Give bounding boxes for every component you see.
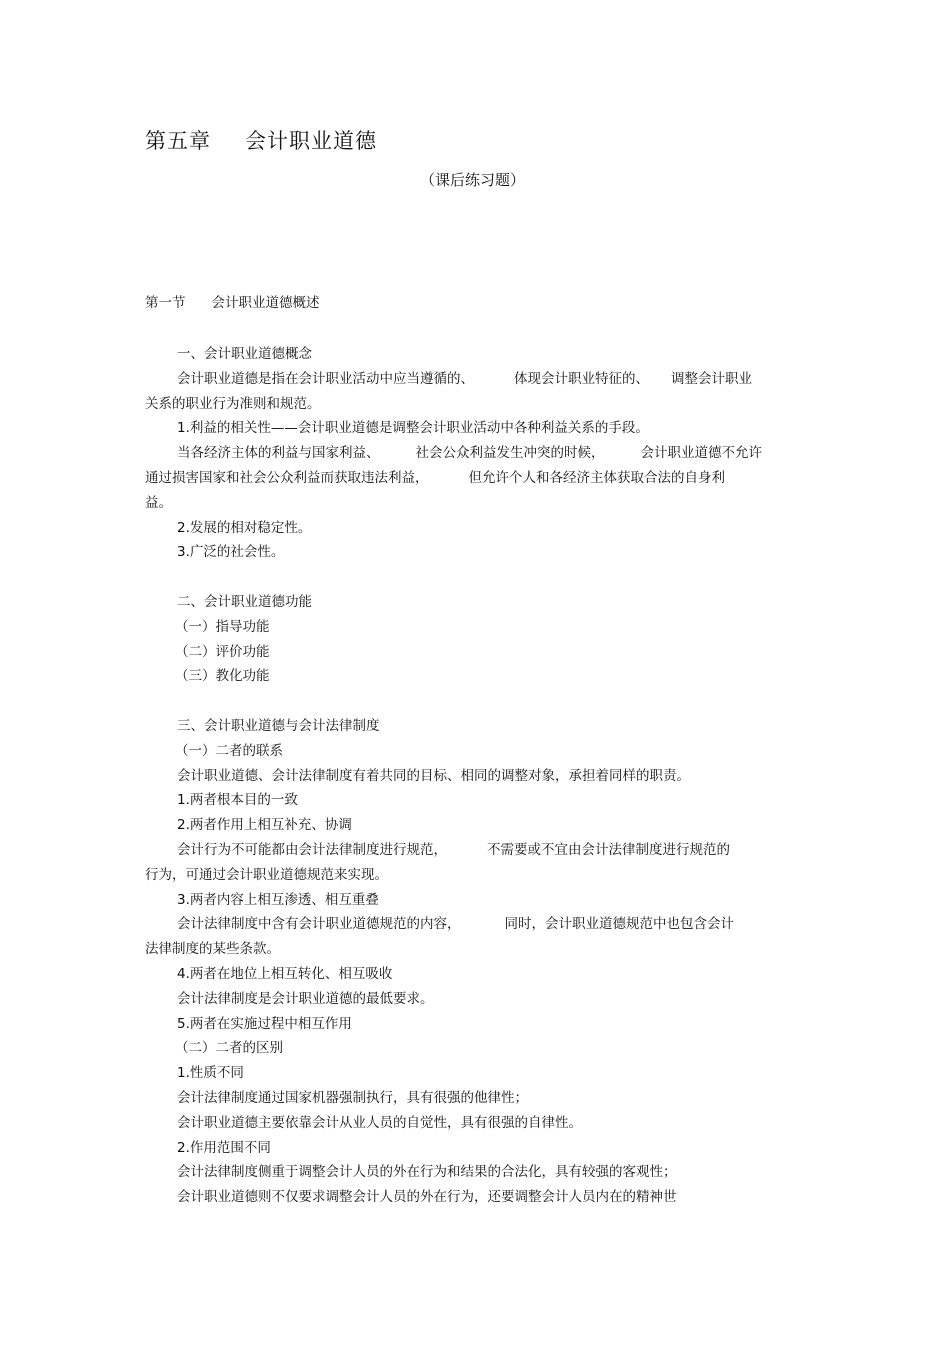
list-item: 5.两者在实施过程中相互作用	[177, 1015, 352, 1032]
document-body	[145, 342, 805, 1210]
list-item: 2.发展的相对稳定性。	[177, 519, 312, 536]
paragraph-line: 会计法律制度是会计职业道德的最低要求。	[177, 990, 434, 1007]
chapter-name: 会计职业道德	[245, 129, 377, 153]
paragraph-line: 关系的职业行为准则和规范。	[145, 395, 321, 412]
paragraph-line: 会计法律制度侧重于调整会计人员的外在行为和结果的合法化，具有较强的客观性；	[177, 1164, 677, 1181]
paragraph-line: 会计法律制度中含有会计职业道德规范的内容， 同时，会计职业道德规范中也包含会计	[177, 916, 734, 933]
paragraph-line: 会计法律制度通过国家机器强制执行，具有很强的他律性；	[177, 1089, 528, 1106]
paragraph-line: 行为，可通过会计职业道德规范来实现。	[145, 866, 388, 883]
paragraph-line: 会计行为不可能都由会计法律制度进行规范， 不需要或不宜由会计法律制度进行规范的	[177, 841, 730, 858]
list-item: 1.利益的相关性——会计职业道德是调整会计职业活动中各种利益关系的手段。	[177, 420, 649, 437]
subheading: （二）二者的区别	[175, 1040, 283, 1057]
paragraph-line: 益。	[145, 494, 172, 511]
part1-heading: 一、会计职业道德概念	[177, 346, 312, 362]
list-item: 4.两者在地位上相互转化、相互吸收	[177, 965, 393, 982]
list-item: 1.两者根本目的一致	[177, 792, 298, 809]
section-name: 会计职业道德概述	[211, 295, 320, 311]
part3-heading: 三、会计职业道德与会计法律制度	[177, 717, 380, 734]
paragraph-line: 会计职业道德是指在会计职业活动中应当遵循的、 体现会计职业特征的、 调整会计职业	[177, 370, 752, 387]
list-item: 2.作用范围不同	[177, 1139, 271, 1156]
paragraph-line: 当各经济主体的利益与国家利益、 社会公众利益发生冲突的时候， 会计职业道德不允许	[177, 445, 762, 462]
list-item: 1.性质不同	[177, 1065, 244, 1082]
list-item: 3.两者内容上相互渗透、相互重叠	[177, 891, 379, 908]
list-item: 3.广泛的社会性。	[177, 544, 285, 561]
part2-heading: 二、会计职业道德功能	[177, 593, 312, 610]
list-item: （一）指导功能	[175, 618, 270, 635]
paragraph-line: 法律制度的某些条款。	[145, 941, 280, 958]
list-item: （三）教化功能	[175, 668, 270, 685]
chapter-title	[145, 126, 377, 156]
section-title	[145, 292, 320, 314]
paragraph-line: 会计职业道德、会计法律制度有着共同的目标、相同的调整对象，承担着同样的职责。	[177, 767, 690, 784]
chapter-number: 第五章	[145, 129, 211, 153]
paragraph-line: 会计职业道德则不仅要求调整会计人员的外在行为，还要调整会计人员内在的精神世	[177, 1189, 677, 1206]
list-item: 2.两者作用上相互补充、协调	[177, 817, 352, 834]
paragraph-line: 通过损害国家和社会公众利益而获取违法利益， 但允许个人和各经济主体获取合法的自身利	[145, 469, 725, 486]
section-number: 第一节	[145, 295, 186, 311]
list-item: （二）评价功能	[175, 643, 270, 660]
subheading: （一）二者的联系	[175, 742, 283, 759]
subtitle: （课后练习题）	[420, 171, 526, 189]
paragraph-line: 会计职业道德主要依靠会计从业人员的自觉性，具有很强的自律性。	[177, 1114, 582, 1131]
